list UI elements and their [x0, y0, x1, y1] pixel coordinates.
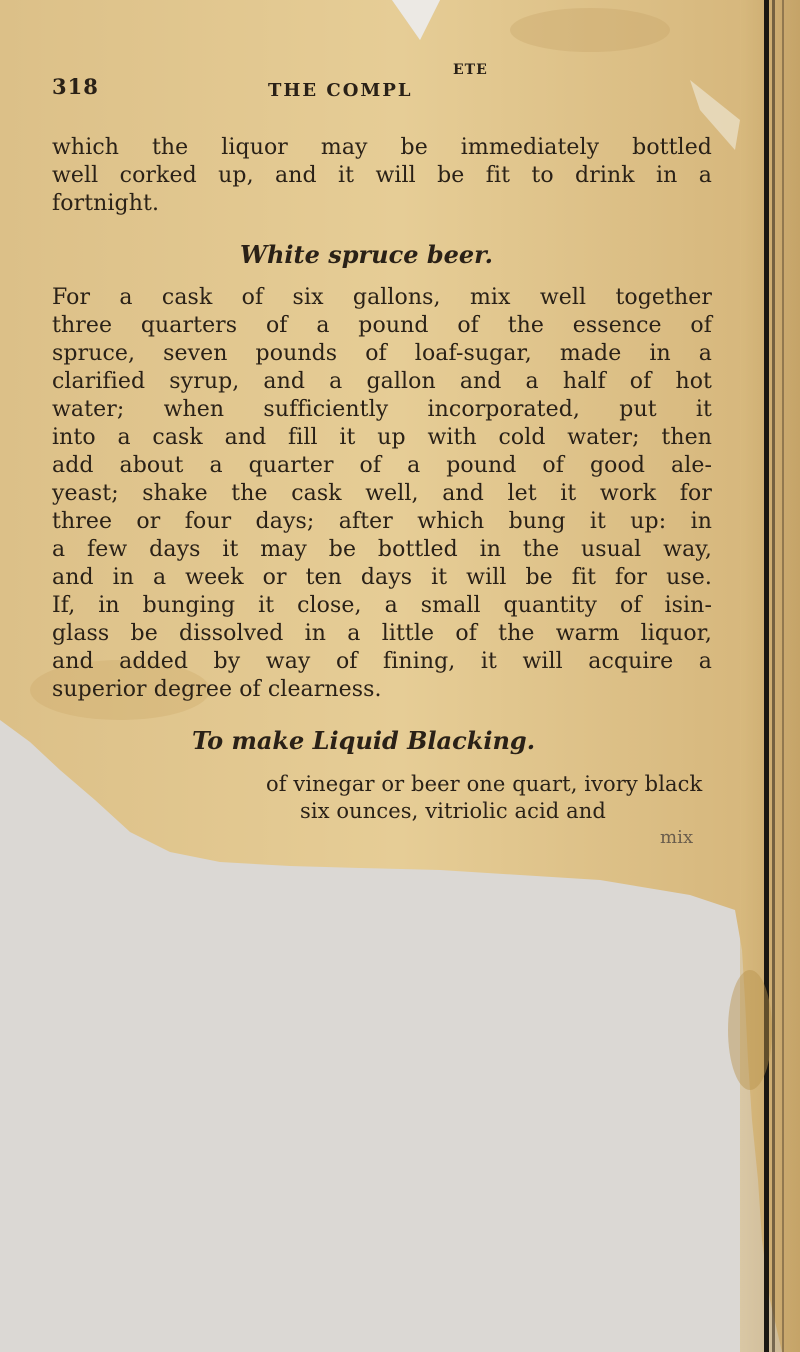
body-line: superior degree of clearness. — [52, 677, 382, 702]
body-line: spruce, seven pounds of loaf-sugar, made in a — [52, 341, 712, 366]
body-line: clarified syrup, and a gallon and a half of hot — [52, 369, 712, 394]
section-heading-spruce-beer: White spruce beer. — [240, 240, 493, 269]
body-line: If, in bunging it close, a small quantity of isin- — [52, 593, 712, 618]
body-line: yeast; shake the cask well, and let it work for — [52, 481, 712, 506]
body-line: add about a quarter of a pound of good ale- — [52, 453, 712, 478]
body-line: water; when sufficiently incorporated, put it — [52, 397, 712, 422]
fragment-line: fortnight. — [52, 191, 160, 216]
fragment-line: well corked up, and it will be fit to drink in a — [52, 163, 712, 188]
body-line: three quarters of a pound of the essence of — [52, 313, 712, 338]
body-line: six ounces, vitriolic acid and — [300, 799, 606, 823]
fragment-line: which the liquor may be immediately bottled — [52, 135, 712, 160]
body-line: three or four days; after which bung it up: in — [52, 509, 712, 534]
running-title: THE COMPL — [268, 80, 413, 101]
running-title-suffix: ETE — [453, 62, 488, 78]
section-heading-liquid-blacking: To make Liquid Blacking. — [192, 726, 536, 755]
body-line: mix — [660, 827, 694, 848]
body-line: of vinegar or beer one quart, ivory black — [266, 772, 703, 796]
body-line: and in a week or ten days it will be fit for use. — [52, 565, 712, 590]
body-line: and added by way of fining, it will acquire a — [52, 649, 712, 674]
body-line: glass be dissolved in a little of the warm liquor, — [52, 621, 712, 646]
body-line: into a cask and fill it up with cold water; then — [52, 425, 712, 450]
body-line: For a cask of six gallons, mix well together — [52, 285, 712, 310]
page-number: 318 — [52, 74, 99, 99]
body-line: a few days it may be bottled in the usual way, — [52, 537, 712, 562]
